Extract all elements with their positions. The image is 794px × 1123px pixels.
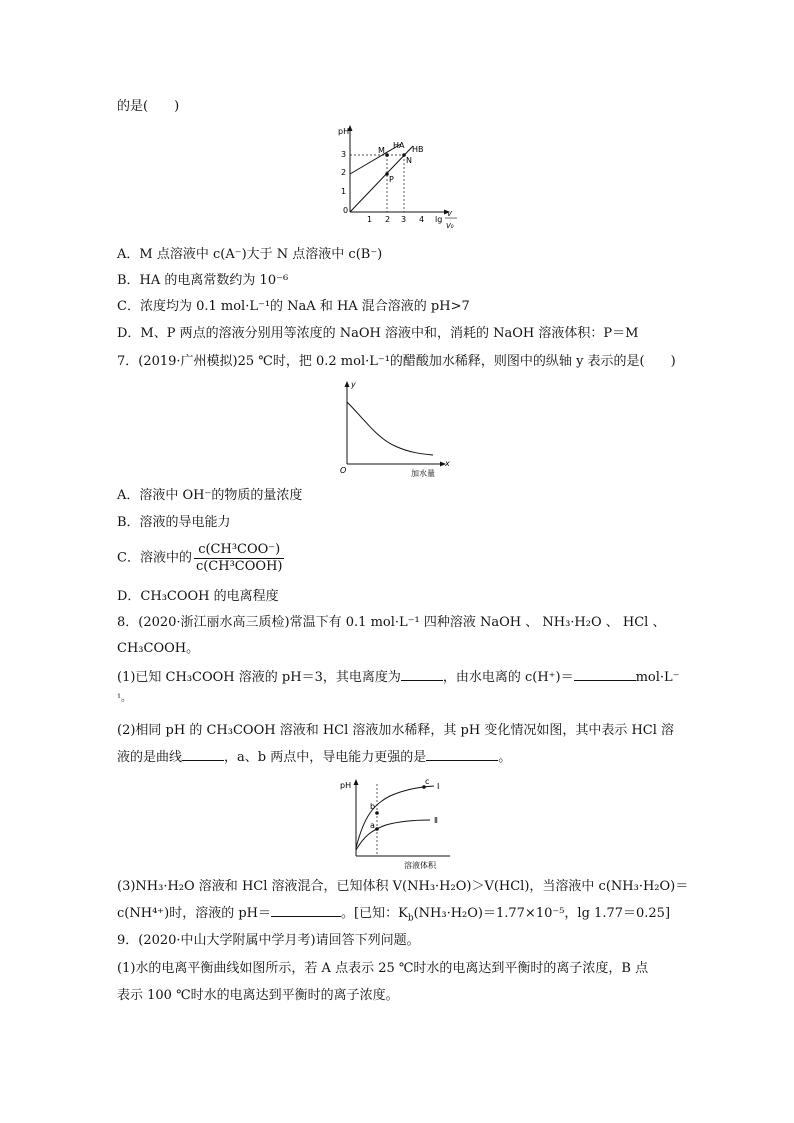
q8-label-a: a bbox=[370, 821, 375, 830]
q7-x-label: x bbox=[445, 459, 450, 468]
q6-x-label-den: V₀ bbox=[446, 222, 454, 230]
q6-option-d: D．M、P 两点的溶液分别用等浓度的 NaOH 溶液中和，消耗的 NaOH 溶液体积：P＝M bbox=[117, 326, 639, 341]
q6-xtick-4: 4 bbox=[419, 215, 425, 224]
q6-origin: 0 bbox=[343, 206, 349, 215]
q8-blank-ph bbox=[271, 904, 341, 917]
q8-curve-i bbox=[356, 786, 434, 848]
q8-point-a bbox=[375, 827, 379, 831]
q8-label-c: c bbox=[425, 777, 430, 786]
q7-x-caption: 加水量 bbox=[411, 469, 435, 478]
q8-part1-b: ，由水电离的 c(H⁺)＝ bbox=[442, 670, 574, 685]
q6-option-c: C．浓度均为 0.1 mol·L⁻¹的 NaA 和 HA 混合溶液的 pH>7 bbox=[117, 299, 470, 314]
q8-part2-line2 bbox=[117, 748, 511, 767]
q6-option-b: B．HA 的电离常数约为 10⁻⁶ bbox=[117, 273, 289, 288]
q8-part3-line1: (3)NH₃·H₂O 溶液和 HCl 溶液混合，已知体积 V(NH₃·H₂O)＞V(HCl)，当溶液中 c(NH₃·H₂O)＝ bbox=[117, 879, 689, 894]
q8-label-curve-i: Ⅰ bbox=[437, 782, 440, 791]
q8-part2-b: ，a、b 两点中，导电能力更强的是 bbox=[224, 750, 427, 765]
q7-option-c-den: c(CH³COOH) bbox=[195, 559, 283, 574]
q6-ytick-3: 3 bbox=[341, 150, 347, 159]
q8-point-b bbox=[375, 811, 379, 815]
q7-curve bbox=[347, 402, 433, 455]
q6-label-ha: HA bbox=[393, 141, 405, 150]
q7-option-c-num: c(CH³COO⁻) bbox=[194, 542, 285, 559]
q8-x-caption: 溶液体积 bbox=[404, 861, 436, 870]
q6-point-m bbox=[385, 153, 389, 157]
q7-option-c-fraction bbox=[194, 542, 285, 575]
q6-ytick-1: 1 bbox=[341, 187, 347, 196]
q6-y-label: pH bbox=[338, 127, 350, 136]
q7-option-c bbox=[117, 542, 284, 575]
q6-xtick-1: 1 bbox=[367, 215, 373, 224]
q8-blank-conductivity bbox=[426, 748, 498, 761]
q7-figure bbox=[335, 378, 455, 478]
q6-x-label-prefix: lg bbox=[435, 215, 443, 224]
q8-curve-ii bbox=[356, 820, 430, 850]
q8-label-curve-ii: Ⅱ bbox=[434, 816, 438, 825]
q8-part3-c: (NH₃·H₂O)＝1.77×10⁻⁵，lg 1.77＝0.25] bbox=[413, 906, 671, 921]
q6-x-label-num: V bbox=[447, 210, 452, 218]
q9-part1-line1: (1)水的电离平衡曲线如图所示，若 A 点表示 25 ℃时水的电离达到平衡时的离子浓度，B 点 bbox=[117, 961, 649, 976]
q8-blank-curve bbox=[182, 748, 224, 761]
q6-option-a: A．M 点溶液中 c(A⁻)大于 N 点溶液中 c(B⁻) bbox=[117, 247, 383, 262]
q8-part3-line2 bbox=[117, 904, 670, 928]
q6-ph-figure bbox=[335, 122, 465, 234]
q8-part1-d: ¹。 bbox=[117, 693, 132, 704]
q7-origin: O bbox=[340, 466, 347, 475]
q7-option-c-prefix: C．溶液中的 bbox=[117, 550, 192, 566]
q8-part1 bbox=[117, 668, 680, 687]
q6-label-p: P bbox=[389, 175, 394, 184]
q8-part3-a: c(NH⁴⁺)时，溶液的 pH＝ bbox=[117, 906, 272, 921]
q8-part1-a: (1)已知 CH₃COOH 溶液的 pH＝3，其电离度为 bbox=[117, 670, 401, 685]
q6-ytick-2: 2 bbox=[341, 168, 347, 177]
q8-ph-figure bbox=[338, 776, 468, 872]
q6-label-hb: HB bbox=[412, 145, 424, 154]
q8-part2-c: 。 bbox=[498, 750, 512, 765]
q6-xtick-2: 2 bbox=[385, 215, 391, 224]
q8-part2-line1: (2)相同 pH 的 CH₃COOH 溶液和 HCl 溶液加水稀释，其 pH 变化情况如图，其中表示 HCl 溶 bbox=[117, 723, 675, 738]
q8-part3-b: 。[已知：K bbox=[341, 906, 408, 921]
q8-part2-a: 液的是曲线 bbox=[117, 750, 183, 765]
q7-stem: 7．(2019·广州模拟)25 ℃时，把 0.2 mol·L⁻¹的醋酸加水稀释，则图中的纵轴 y 表示的是( ) bbox=[117, 354, 676, 369]
q7-option-b: B．溶液的导电能力 bbox=[117, 515, 231, 530]
q8-y-label: pH bbox=[340, 781, 352, 790]
q6-label-m: M bbox=[378, 146, 385, 155]
q8-part1-c: mol·L⁻ bbox=[635, 670, 680, 685]
q8-label-b: b bbox=[370, 802, 376, 811]
q9-part1-line2: 表示 100 ℃时水的电离达到平衡时的离子浓度。 bbox=[117, 988, 399, 1003]
q7-option-d: D．CH₃COOH 的电离程度 bbox=[117, 589, 279, 604]
q6-intro: 的是( ) bbox=[117, 99, 180, 114]
q8-blank-ionization bbox=[401, 668, 443, 681]
q9-stem: 9．(2020·中山大学附属中学月考)请回答下列问题。 bbox=[117, 933, 420, 948]
q8-stem-line2: CH₃COOH。 bbox=[117, 641, 200, 656]
q6-xtick-3: 3 bbox=[401, 215, 407, 224]
q8-stem-line1: 8．(2020·浙江丽水高三质检)常温下有 0.1 mol·L⁻¹ 四种溶液 NaOH 、 NH₃·H₂O 、 HCl 、 bbox=[117, 615, 666, 630]
q6-label-n: N bbox=[406, 156, 412, 165]
q8-part3-sub: b bbox=[407, 913, 414, 924]
q7-y-label: y bbox=[351, 380, 356, 389]
q7-option-a: A．溶液中 OH⁻的物质的量浓度 bbox=[117, 488, 303, 503]
q8-blank-h-conc bbox=[574, 668, 636, 681]
